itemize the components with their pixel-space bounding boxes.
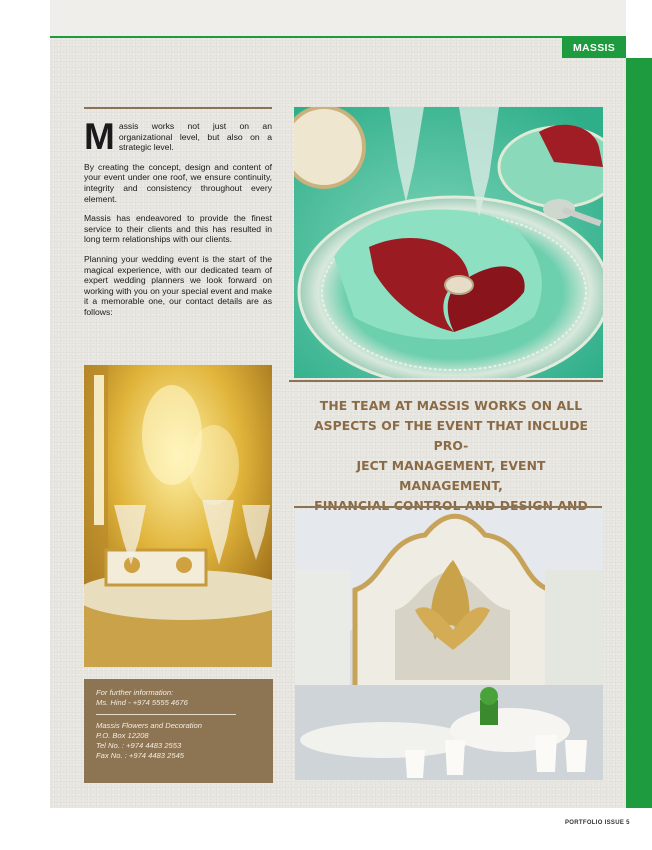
gold-table-photo: [84, 365, 272, 667]
contact-tel: Tel No. : +974 4483 2553: [96, 741, 182, 750]
article-paragraph-4: Planning your wedding event is the start of the magical experience, with our dedicated team of expert wedding planners we look forward on working with you on your special event and make it a memorable one, our contact details are as follows:: [84, 253, 272, 317]
top-strip: [50, 0, 626, 36]
photo-rule-top: [289, 380, 603, 382]
article-paragraph-2: By creating the concept, design and content of your event under one roof, we ensure continuity, integrity and consistency throughout every element.: [84, 161, 272, 204]
pull-quote-line: JECT MANAGEMENT, EVENT MANAGEMENT,: [356, 458, 546, 493]
contact-box: [84, 679, 273, 783]
article-paragraph-1: Massis works not just on an organizational level, but also on a strategic level.: [84, 116, 272, 157]
contact-divider: [96, 714, 236, 715]
article-column: [84, 107, 272, 327]
contact-person: Ms. Hind - +974 5555 4676: [96, 698, 188, 707]
table-setting-photo: [294, 107, 603, 378]
pull-quote-line: ASPECTS OF THE EVENT THAT INCLUDE PRO-: [313, 418, 589, 453]
section-tab: MASSIS: [562, 38, 626, 58]
pull-quote-line: THE TEAM AT MASSIS WORKS ON ALL: [319, 398, 583, 413]
photo-rule-bottom: [294, 506, 602, 508]
column-rule: [84, 107, 272, 109]
contact-heading: For further information:: [96, 688, 174, 697]
header-rule: [50, 36, 626, 38]
reception-hall-photo: [295, 510, 603, 780]
side-color-bar: [626, 58, 652, 808]
drop-cap: M: [84, 116, 115, 157]
article-paragraph-3: Massis has endeavored to provide the finest service to their clients and this has resulted in long term relationships with our clients.: [84, 213, 272, 245]
page-footer: PORTFOLIO ISSUE 5: [565, 820, 630, 826]
contact-fax: Fax No. : +974 4483 2545: [96, 751, 185, 760]
contact-pobox: P.O. Box 12208: [96, 731, 149, 740]
contact-company: Massis Flowers and Decoration: [96, 721, 202, 730]
